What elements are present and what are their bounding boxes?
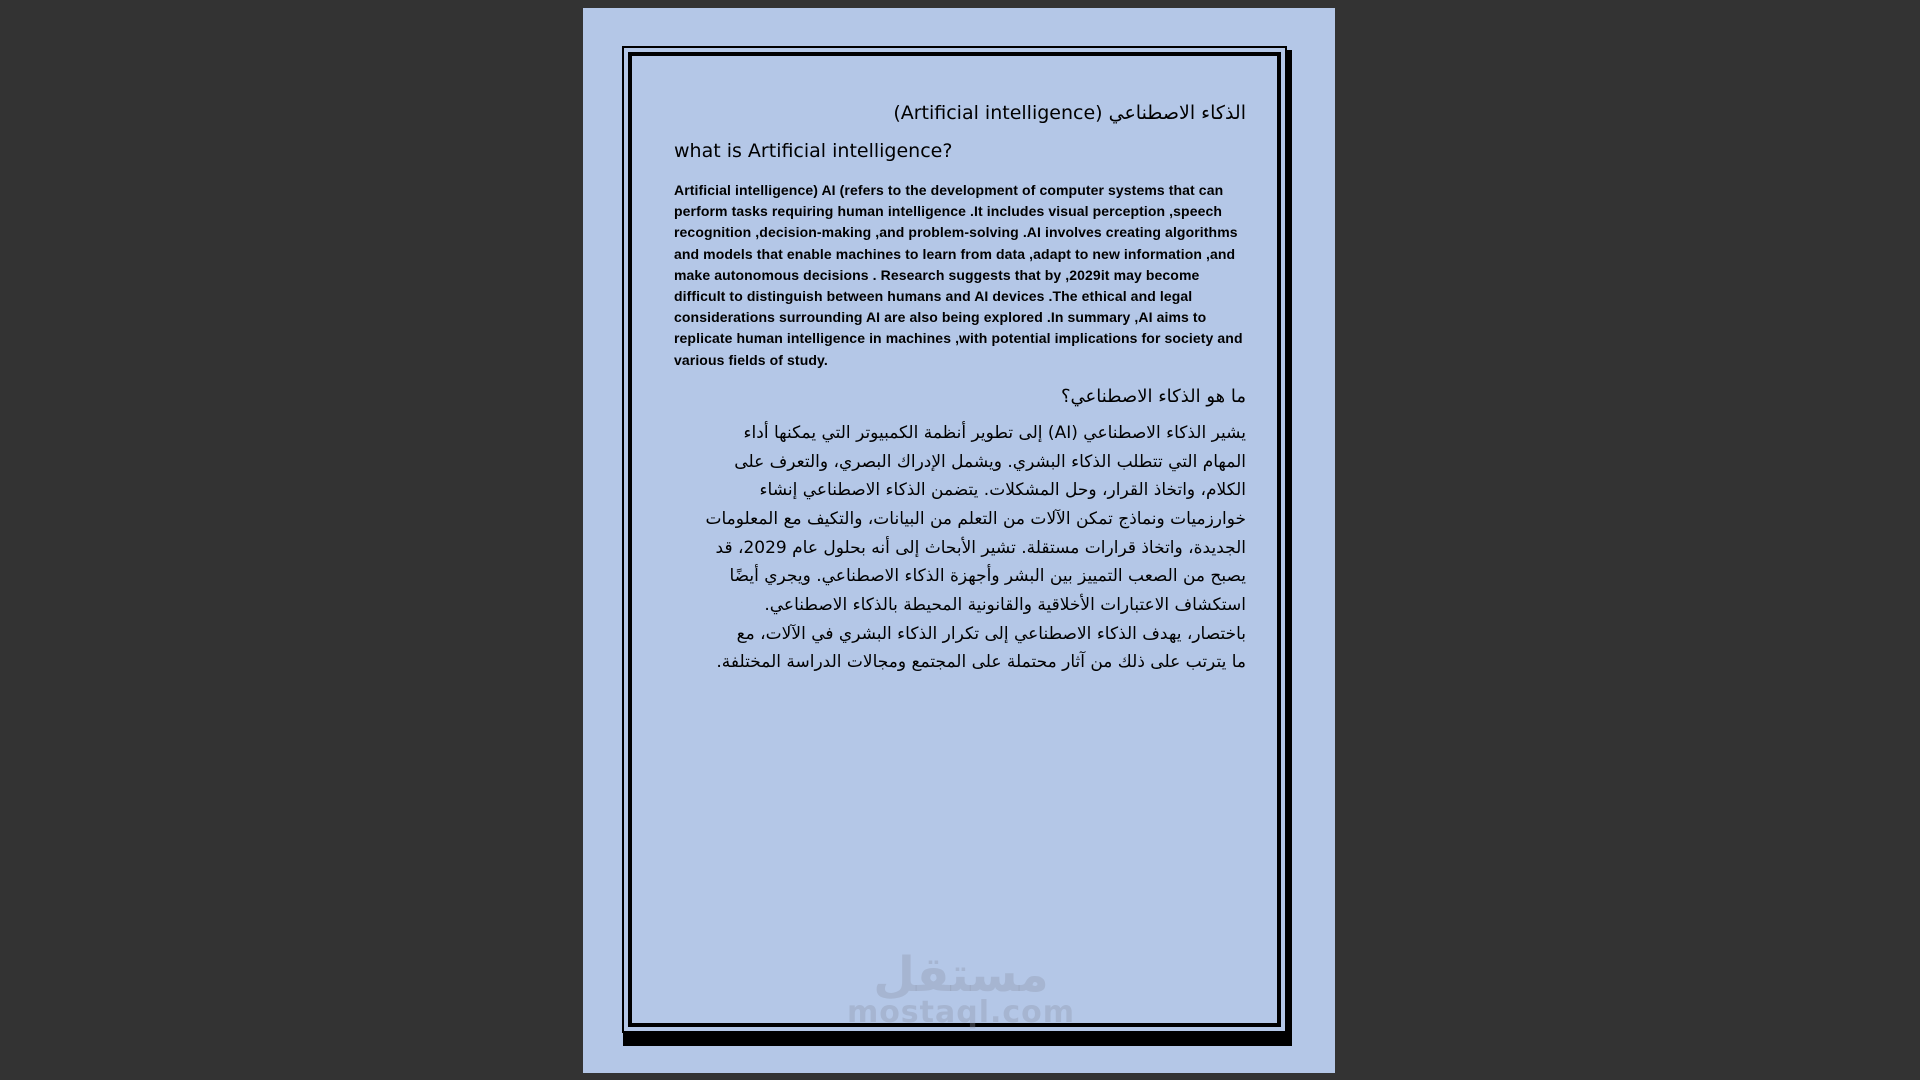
- arabic-question-heading: ما هو الذكاء الاصطناعي؟: [1060, 385, 1246, 407]
- arabic-body-line: يصبح من الصعب التمييز بين البشر وأجهزة الذكاء الاصطناعي. ويجري أيضًا: [729, 566, 1246, 587]
- watermark-arabic-text: مستقل: [873, 947, 1049, 1003]
- arabic-body-line: خوارزميات ونماذج تمكن الآلات من التعلم من البيانات، والتكيف مع المعلومات: [705, 508, 1246, 529]
- english-question-heading: what is Artificial intelligence?: [674, 140, 953, 162]
- english-body-paragraph: Artificial intelligence) AI (refers to the development of computer systems that can perform tasks requiring human intelligence .It includes visual perception ,speech recognition ,decision-making ,and problem-solving .AI involves creating algorithms and models that enable machines to learn from data ,adapt to new information ,and make autonomous decisions . Research suggests that by ,2029it may become difficult to distinguish between humans and AI devices .The ethical and legal considerations surrounding AI are also being explored .In summary ,AI aims to replicate human intelligence in machines ,with potential implications for society and various fields of study.: [674, 182, 1243, 368]
- arabic-body-line: يشير الذكاء الاصطناعي (AI) إلى تطوير أنظمة الكمبيوتر التي يمكنها أداء: [743, 422, 1246, 443]
- arabic-body-line: المهام التي تتطلب الذكاء البشري. ويشمل الإدراك البصري، والتعرف على: [734, 451, 1246, 472]
- arabic-body-line: الكلام، واتخاذ القرار، وحل المشكلات. يتضمن الذكاء الاصطناعي إنشاء: [759, 480, 1246, 501]
- arabic-body-line: الجديدة، واتخاذ قرارات مستقلة. تشير الأبحاث إلى أنه بحلول عام 2029، قد: [715, 537, 1246, 558]
- watermark-english-text: mostaql.com: [846, 995, 1076, 1030]
- page-content: [674, 98, 1246, 677]
- arabic-body-line: ما يترتب على ذلك من آثار محتملة على المجتمع ومجالات الدراسة المختلفة.: [716, 652, 1246, 673]
- arabic-body-line: استكشاف الاعتبارات الأخلاقية والقانونية المحيطة بالذكاء الاصطناعي.: [764, 595, 1246, 616]
- arabic-title: الذكاء الاصطناعي (Artificial intelligence): [893, 102, 1246, 124]
- document-page: [583, 8, 1335, 1073]
- arabic-body-paragraph: [674, 419, 1246, 677]
- arabic-body-line: باختصار، يهدف الذكاء الاصطناعي إلى تكرار الذكاء البشري في الآلات، مع: [736, 623, 1246, 644]
